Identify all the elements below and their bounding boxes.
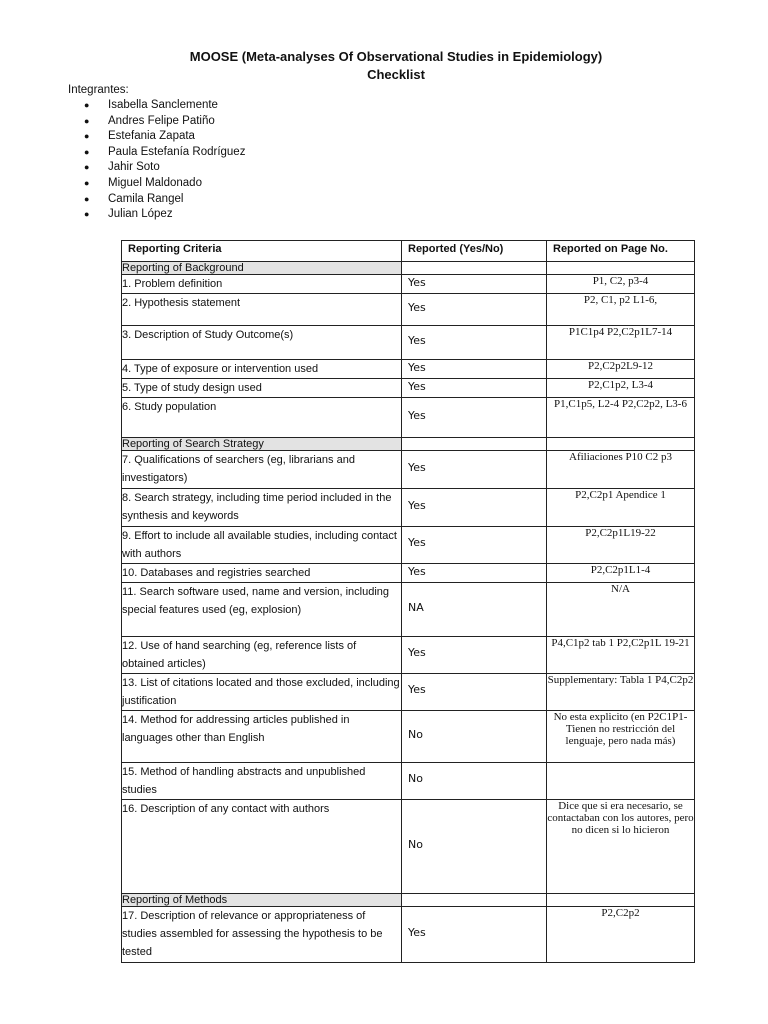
criteria-cell: 14. Method for addressing articles published in languages other than English [122, 711, 402, 763]
section-empty-cell [402, 262, 547, 275]
reported-value: Yes [408, 301, 426, 314]
team-member-list [84, 98, 245, 223]
table-row [122, 527, 695, 564]
team-member-name: Julian López [108, 208, 173, 221]
bullet-icon: ● [84, 209, 90, 220]
table-row [122, 489, 695, 527]
criteria-cell: 16. Description of any contact with authors [122, 800, 402, 894]
team-member [84, 129, 245, 145]
page-cell [547, 326, 695, 360]
reported-value: Yes [408, 536, 426, 549]
criteria-cell: 13. List of citations located and those excluded, including justification [122, 674, 402, 711]
criteria-cell: 17. Description of relevance or appropriateness of studies assembled for assessing the hypothesis to be tested [122, 907, 402, 963]
reported-cell [402, 711, 547, 763]
page-cell [547, 451, 695, 489]
criteria-cell: 9. Effort to include all available studies, including contact with authors [122, 527, 402, 564]
table-row [122, 583, 695, 637]
header-reported: Reported (Yes/No) [402, 241, 547, 262]
checklist-body [122, 262, 695, 963]
table-row [122, 398, 695, 438]
page-cell [547, 564, 695, 583]
criteria-cell: 5. Type of study design used [122, 379, 402, 398]
reported-value: No [408, 728, 423, 741]
header-criteria: Reporting Criteria [122, 241, 402, 262]
page-value: P2, C1, p2 L1-6, [583, 294, 658, 306]
bullet-icon: ● [84, 131, 90, 142]
page-cell [547, 360, 695, 379]
criteria-cell: 15. Method of handling abstracts and unpublished studies [122, 763, 402, 800]
reported-value: Yes [408, 683, 426, 696]
bullet-icon: ● [84, 115, 90, 126]
page-cell [547, 674, 695, 711]
team-member-name: Estefania Zapata [108, 130, 195, 143]
reported-cell [402, 489, 547, 527]
team-member-name: Jahir Soto [108, 161, 160, 174]
team-member-name: Miguel Maldonado [108, 176, 202, 189]
criteria-cell: 4. Type of exposure or intervention used [122, 360, 402, 379]
team-member [84, 114, 245, 130]
page-value: P2,C2p2 [601, 907, 640, 919]
reported-value: Yes [408, 926, 426, 939]
reported-value: No [408, 838, 423, 851]
bullet-icon: ● [84, 177, 90, 188]
reported-cell [402, 527, 547, 564]
table-row [122, 360, 695, 379]
title-line-2: Checklist [367, 67, 425, 82]
page-cell [547, 763, 695, 800]
reported-cell [402, 326, 547, 360]
reported-value: Yes [408, 409, 426, 422]
criteria-cell: 3. Description of Study Outcome(s) [122, 326, 402, 360]
page-cell [547, 711, 695, 763]
reported-cell [402, 379, 547, 398]
team-member [84, 160, 245, 176]
reported-cell [402, 451, 547, 489]
page-cell [547, 527, 695, 564]
criteria-cell: 10. Databases and registries searched [122, 564, 402, 583]
reported-value: No [408, 772, 423, 785]
reported-value: Yes [408, 276, 426, 289]
page-value: P1, C2, p3-4 [592, 275, 649, 287]
page-value: P2,C2p1 Apendice 1 [575, 489, 666, 501]
criteria-cell: 2. Hypothesis statement [122, 294, 402, 326]
page-cell [547, 637, 695, 674]
criteria-cell: 6. Study population [122, 398, 402, 438]
table-row [122, 674, 695, 711]
section-title: Reporting of Methods [122, 894, 402, 907]
page-cell [547, 294, 695, 326]
page-cell [547, 379, 695, 398]
reported-cell [402, 800, 547, 894]
bullet-icon: ● [84, 100, 90, 110]
page-value: P2,C1p2, L3-4 [587, 379, 654, 391]
team-member [84, 176, 245, 192]
table-row [122, 294, 695, 326]
table-row [122, 326, 695, 360]
bullet-icon: ● [84, 146, 90, 157]
team-member-name: Isabella Sanclemente [108, 99, 218, 111]
criteria-cell: 11. Search software used, name and version, including special features used (eg, explosion) [122, 583, 402, 637]
table-row [122, 275, 695, 294]
header-page: Reported on Page No. [547, 241, 695, 262]
reported-value: Yes [408, 380, 426, 393]
criteria-cell: 7. Qualifications of searchers (eg, librarians and investigators) [122, 451, 402, 489]
table-row [122, 564, 695, 583]
team-member [84, 98, 245, 114]
reported-cell [402, 637, 547, 674]
page-cell [547, 275, 695, 294]
table-row [122, 763, 695, 800]
section-empty-cell [402, 438, 547, 451]
reported-cell [402, 907, 547, 963]
reported-cell [402, 674, 547, 711]
section-empty-cell [547, 262, 695, 275]
table-row [122, 451, 695, 489]
criteria-cell: 12. Use of hand searching (eg, reference lists of obtained articles) [122, 637, 402, 674]
checklist-table [121, 240, 695, 963]
page-value: Afiliaciones P10 C2 p3 [569, 451, 672, 463]
reported-cell [402, 564, 547, 583]
criteria-cell: 1. Problem definition [122, 275, 402, 294]
title-line-1: MOOSE (Meta-analyses Of Observational Studies in Epidemiology) [189, 49, 603, 64]
page-value: P2,C2p2L9-12 [587, 360, 654, 372]
page-value: Dice que si era necesario, se contactaban con los autores, pero no dicen si lo hicieron [547, 800, 694, 836]
criteria-cell: 8. Search strategy, including time period included in the synthesis and keywords [122, 489, 402, 527]
reported-value: Yes [408, 361, 426, 374]
section-row [122, 894, 695, 907]
reported-value: Yes [408, 646, 426, 659]
page-value: P1C1p4 P2,C2p1L7-14 [568, 326, 673, 338]
section-title: Reporting of Search Strategy [122, 438, 402, 451]
reported-value: Yes [408, 499, 426, 512]
reported-cell [402, 763, 547, 800]
section-empty-cell [547, 894, 695, 907]
reported-value: Yes [408, 334, 426, 347]
page-cell [547, 800, 695, 894]
table-row [122, 711, 695, 763]
team-member [84, 145, 245, 161]
table-row [122, 907, 695, 963]
page-value: P4,C1p2 tab 1 P2,C2p1L 19-21 [551, 637, 690, 649]
team-member [84, 192, 245, 208]
table-row [122, 637, 695, 674]
section-row [122, 262, 695, 275]
reported-cell [402, 275, 547, 294]
page-cell [547, 583, 695, 637]
section-empty-cell [402, 894, 547, 907]
page-value: Supplementary: Tabla 1 P4,C2p2 [547, 674, 694, 686]
page-value: No esta explicito (en P2C1P1-Tienen no restricción del lenguaje, pero nada más) [553, 711, 688, 747]
reported-cell [402, 398, 547, 438]
table-row [122, 379, 695, 398]
page-value: P1,C1p5, L2-4 P2,C2p2, L3-6 [554, 398, 687, 410]
page-cell [547, 907, 695, 963]
team-member-name: Camila Rangel [108, 192, 184, 205]
bullet-icon: ● [84, 162, 90, 173]
table-row [122, 800, 695, 894]
section-title: Reporting of Background [122, 262, 402, 275]
reported-value: Yes [408, 565, 426, 578]
team-member-name: Paula Estefanía Rodríguez [108, 145, 246, 158]
page-value: P2,C2p1L19-22 [585, 527, 656, 539]
reported-value: Yes [408, 461, 426, 474]
table-header-row [122, 241, 695, 262]
section-empty-cell [547, 438, 695, 451]
page-cell [547, 398, 695, 438]
reported-cell [402, 294, 547, 326]
reported-value: NA [408, 601, 424, 614]
bullet-icon: ● [84, 193, 90, 204]
team-member-name: Andres Felipe Patiño [108, 114, 215, 127]
reported-cell [402, 360, 547, 379]
page-cell [547, 489, 695, 527]
page-value: N/A [611, 583, 630, 595]
document-title [0, 48, 768, 84]
team-member [84, 207, 245, 223]
reported-cell [402, 583, 547, 637]
section-row [122, 438, 695, 451]
page-value: P2,C2p1L1-4 [590, 564, 651, 576]
team-label: Integrantes: [68, 84, 129, 96]
